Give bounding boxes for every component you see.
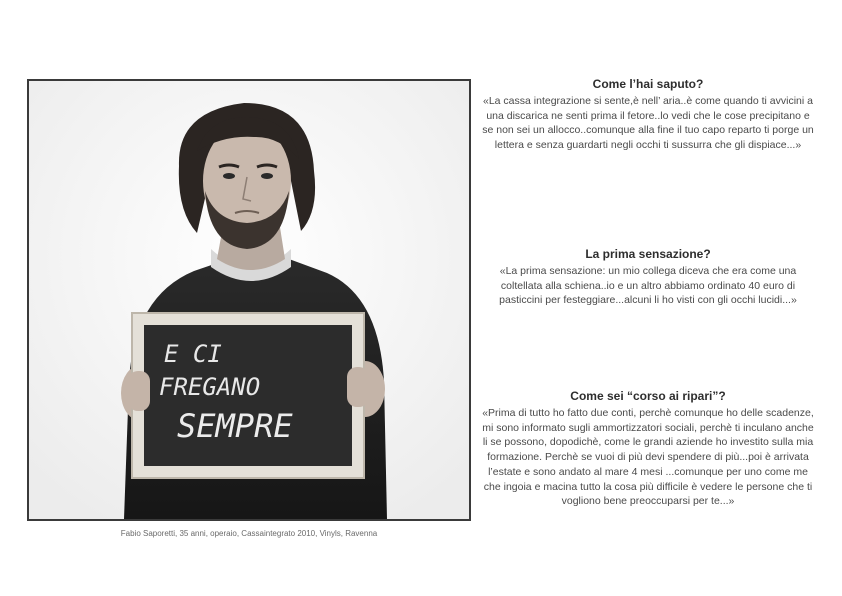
- answer-2: «La prima sensazione: un mio collega diceva che era come una coltellata alla schiena..io e un altro abbiamo ordinato 40 euro di pasticcini per festeggiare...alcuni li ho visti con gli occhi lucidi...»: [499, 265, 797, 307]
- answer-1: «La cassa integrazione si sente,è nell’ aria..è come quando ti avvicini a una discarica ne senti prima il fetore..lo vedi che le cose precipitano e se non sei un allocco..comunque alla fine il tuo capo reparto ti porge un lettera e senza guardarti negli occhi ti sussurra che gli dispiace...»: [482, 95, 814, 152]
- question-2: La prima sensazione?: [585, 247, 711, 261]
- photo-caption: Fabio Saporetti, 35 anni, operaio, Cassaintegrato 2010, Vinyls, Ravenna: [120, 529, 378, 538]
- question-3: Come sei “corso ai ripari”?: [570, 389, 726, 403]
- question-1: Come l’hai saputo?: [592, 77, 704, 91]
- board-line-3: SEMPRE: [177, 407, 293, 445]
- qa-block-3: [481, 389, 815, 509]
- portrait-illustration: [29, 81, 469, 519]
- portrait-photo: [27, 79, 471, 521]
- chalkboard: [132, 313, 364, 478]
- answer-3: «Prima di tutto ho fatto due conti, perchè comunque ho delle scadenze, mi sono informato sugli ammortizzatori sociali, perchè ti inculano anche li se possono, dopodichè, come le grandi aziende ho investito sulla mia formazione. Perchè se vuoi di più devi spendere di più...poi è arrivata l’estate e sono andato al mare 4 mesi ...comunque per uno come me che ingoia e macina tutto la cosa più difficile è vedere le persone che ti vogliono bene preoccuparsi per te...»: [482, 407, 814, 508]
- board-line-1: E CI: [164, 340, 222, 368]
- qa-block-1: [481, 77, 815, 153]
- qa-block-2: [481, 247, 815, 308]
- board-line-2: FREGANO: [159, 373, 261, 401]
